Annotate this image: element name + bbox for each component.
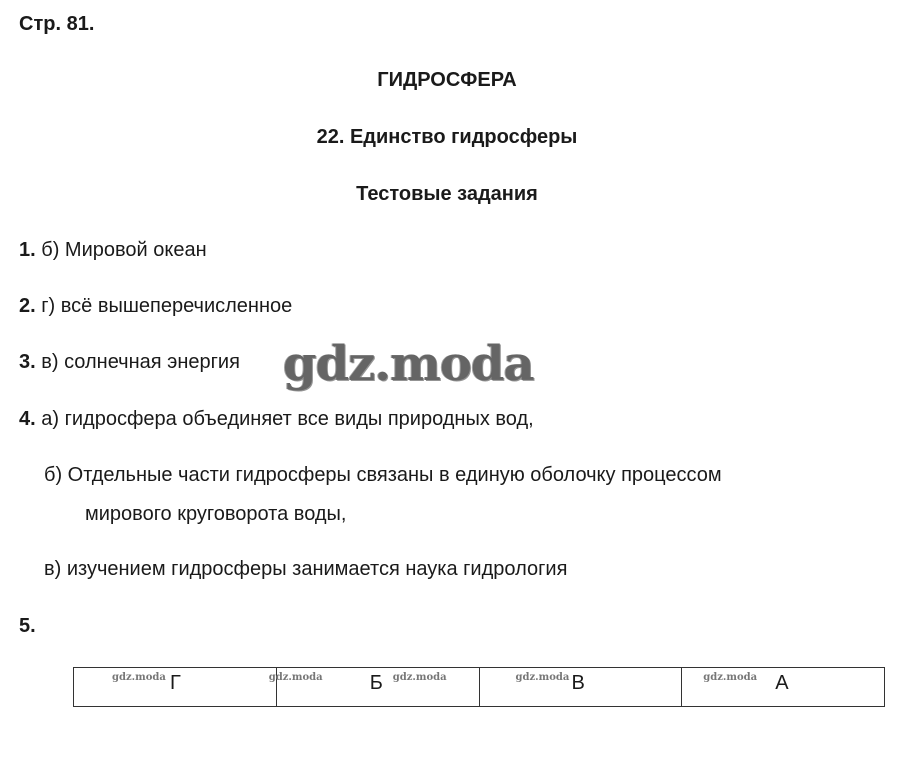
watermark-logo: gdz.moda (283, 336, 534, 392)
cell-letter: Г (170, 672, 181, 694)
answer-3 (19, 351, 240, 374)
topic-title: 22. Единство гидросферы (316, 126, 578, 148)
answer-number: 2. (19, 295, 36, 317)
section-title: ГИДРОСФЕРА (377, 69, 517, 91)
table-cell-1 (74, 668, 277, 707)
answer-text: б) Мировой океан (35, 239, 207, 261)
cell-watermark: gdz.moda (268, 672, 323, 683)
answer-table (73, 667, 885, 707)
page-reference: Стр. 81. (19, 13, 95, 35)
cell-watermark: gdz.moda (392, 672, 447, 683)
cell-watermark: gdz.moda (703, 672, 758, 683)
subtitle: Тестовые задания (356, 183, 538, 205)
answer-2 (19, 295, 292, 318)
answer-4a (19, 408, 534, 431)
answer-number: 3. (19, 351, 36, 373)
cell-letter: В (571, 672, 585, 694)
answer-number: 4. (19, 408, 36, 430)
answer-text: а) гидросфера объединяет все виды природных вод, (35, 408, 534, 430)
table-cell-2 (268, 668, 479, 707)
cell-watermark: gdz.moda (112, 672, 166, 683)
answer-4b-line1: б) Отдельные части гидросферы связаны в единую оболочку процессом (44, 464, 722, 486)
answer-text: в) солнечная энергия (35, 351, 240, 373)
answer-5-number: 5. (19, 615, 36, 637)
answer-1 (19, 239, 207, 262)
answer-4c: в) изучением гидросферы занимается наука гидрология (44, 558, 568, 580)
answer-number: 1. (19, 239, 36, 261)
table-row (74, 668, 885, 707)
answer-4b-line2: мирового круговорота воды, (85, 503, 347, 525)
cell-letter: Б (369, 672, 383, 694)
answer-text: г) всё вышеперечисленное (35, 295, 293, 317)
cell-letter: А (775, 672, 789, 694)
table-cell-3 (479, 668, 682, 707)
table-cell-4 (682, 668, 885, 707)
cell-watermark: gdz.moda (515, 672, 570, 683)
